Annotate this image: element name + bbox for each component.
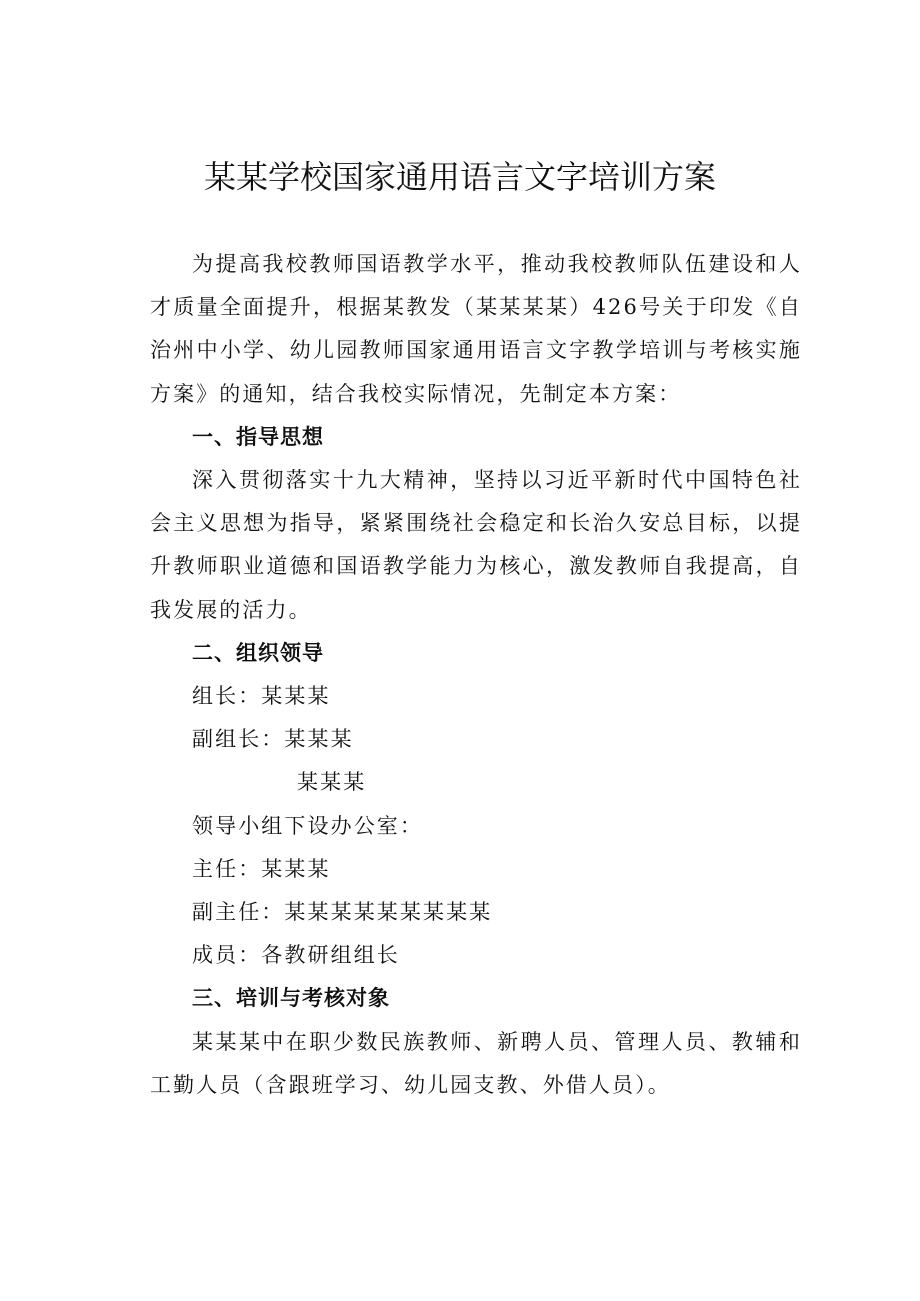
guiding-ideology-paragraph: 深入贯彻落实十九大精神，坚持以习近平新时代中国特色社会主义思想为指导，紧紧围绕社会稳定和长治久安总目标，以提升教师职业道德和国语教学能力为核心，激发教师自我提高，自我发展的活力。	[150, 468, 802, 622]
intro-paragraph: 为提高我校教师国语教学水平，推动我校教师队伍建设和人才质量全面提升，根据某教发（某某某某）426号关于印发《自治州中小学、幼儿园教师国家通用语言文字教学培训与考核实施方案》的通知，结合我校实际情况，先制定本方案：	[150, 252, 802, 406]
deputy-leader-line: 副组长：某某某	[192, 727, 354, 752]
group-leader-line: 组长：某某某	[192, 684, 331, 709]
section-heading-training-targets: 三、培训与考核对象	[192, 986, 390, 1011]
director-line: 主任：某某某	[192, 856, 331, 881]
section-heading-guiding-ideology: 一、指导思想	[192, 424, 324, 449]
document-title: 某某学校国家通用语言文字培训方案	[203, 158, 716, 196]
section-heading-organization: 二、组织领导	[192, 640, 324, 665]
document-body	[150, 243, 802, 1107]
deputy-director-line: 副主任：某某某某某某某某某	[192, 900, 493, 925]
office-intro-line: 领导小组下设办公室：	[192, 813, 423, 838]
training-targets-paragraph: 某某某中在职少数民族教师、新聘人员、管理人员、教辅和工勤人员（含跟班学习、幼儿园支教、外借人员）。	[150, 1029, 802, 1097]
members-line: 成员：各教研组组长	[192, 943, 400, 968]
deputy-leader-line-2: 某某某	[297, 770, 367, 795]
